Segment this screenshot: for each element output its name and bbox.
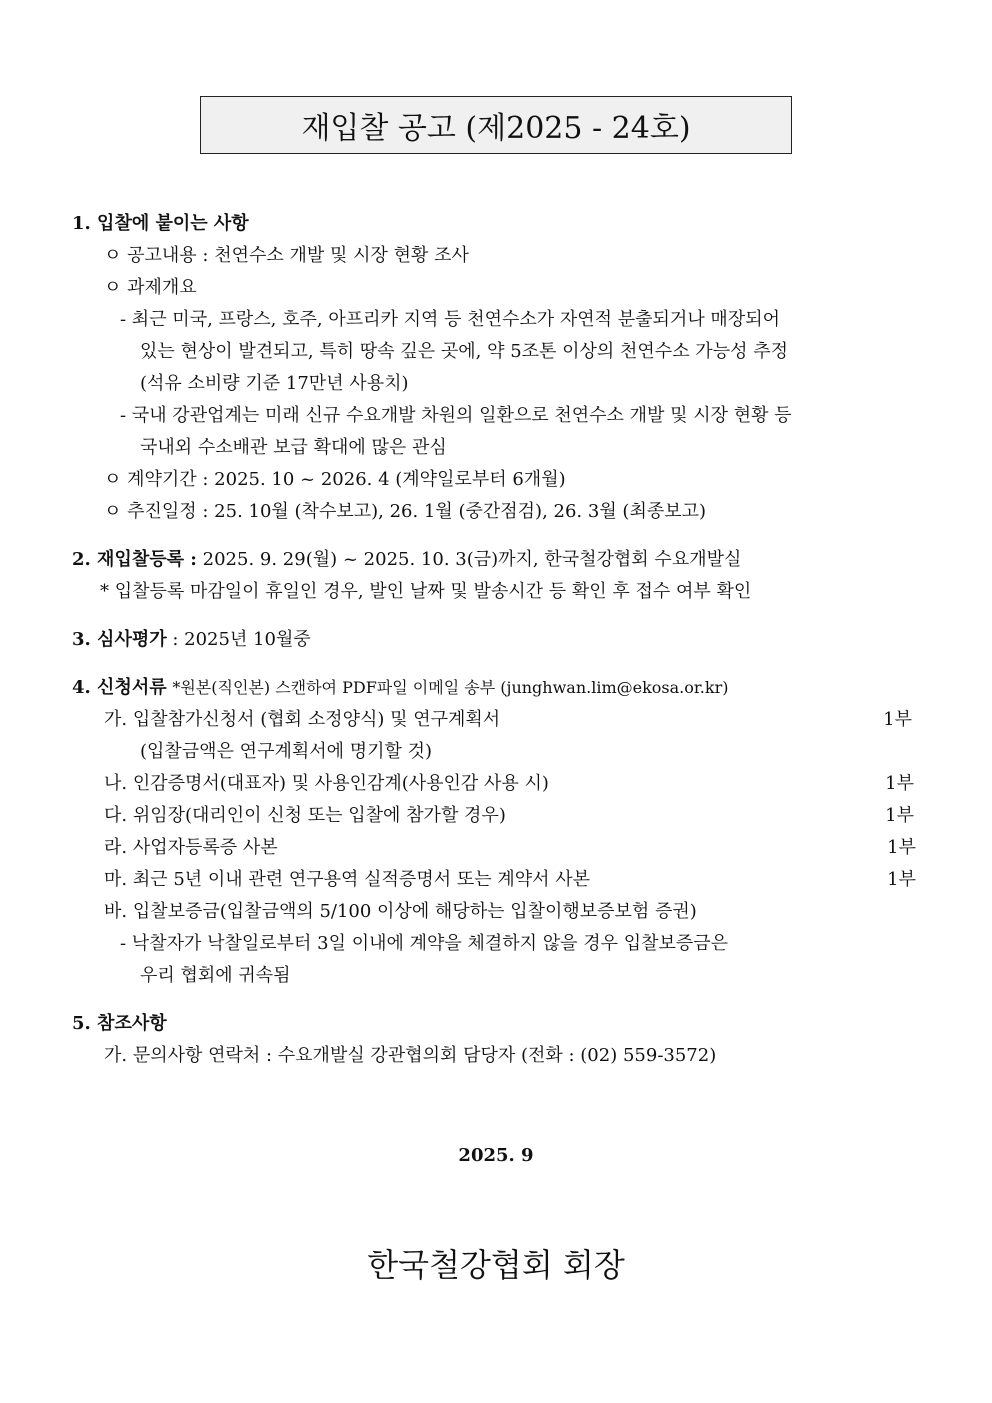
overview-line-1: - 최근 미국, 프랑스, 호주, 아프리카 지역 등 천연수소가 자연적 분출되거나 매장되어 [120,309,780,330]
doc-item-d: 라. 사업자등록증 사본 [104,837,278,858]
doc-item-e-qty: 1부 [887,869,916,890]
overview-line-3: (석유 소비량 기준 17만년 사용치) [140,373,409,394]
doc-item-d-qty: 1부 [887,837,916,858]
section-2 [72,549,741,571]
content-label-text: ㅇ 공고내용 : [104,245,209,266]
issuer-signature: 한국철강협회 회장 [367,1246,625,1284]
doc-item-b: 나. 인감증명서(대표자) 및 사용인감계(사용인감 사용 시) [104,773,549,794]
doc-item-f: 바. 입찰보증금(입찰금액의 5/100 이상에 해당하는 입찰이행보증보험 증권) [104,901,697,922]
notice-title: 재입찰 공고 (제2025 - 24호) [200,96,792,154]
schedule: ㅇ 추진일정 : 25. 10월 (착수보고), 26. 1월 (중간점검), 26. 3월 (최종보고) [104,501,707,522]
section-2-heading: 2. 재입찰등록 : [72,549,197,570]
deposit-line-2: 우리 협회에 귀속됨 [140,965,291,986]
contract-period: ㅇ 계약기간 : 2025. 10 ~ 2026. 4 (계약일로부터 6개월) [104,469,566,490]
section-4-heading: 4. 신청서류 [72,677,167,698]
doc-item-c-qty: 1부 [885,805,914,826]
content-label [104,245,469,267]
overview-line-2: 있는 현상이 발견되고, 특히 땅속 깊은 곳에, 약 5조톤 이상의 천연수소 가능성 추정 [140,341,788,362]
doc-item-a-qty: 1부 [883,709,912,730]
section-5-heading: 5. 참조사항 [72,1013,167,1034]
section-2-value: 2025. 9. 29(월) ~ 2025. 10. 3(금)까지, 한국철강협회 수요개발실 [202,549,742,570]
contact-info: 가. 문의사항 연락처 : 수요개발실 강관협의회 담당자 (전화 : (02) 559-3572) [104,1045,717,1066]
doc-item-e: 마. 최근 5년 이내 관련 연구용역 실적증명서 또는 계약서 사본 [104,869,590,890]
overview-line-5: 국내외 수소배관 보급 확대에 많은 관심 [140,437,447,458]
doc-item-b-qty: 1부 [885,773,914,794]
section-3 [72,629,311,651]
deposit-line-1: - 낙찰자가 낙찰일로부터 3일 이내에 계약을 체결하지 않을 경우 입찰보증금은 [120,933,729,954]
doc-item-a: 가. 입찰참가신청서 (협회 소정양식) 및 연구계획서 [104,709,501,730]
overview-line-4: - 국내 강관업계는 미래 신규 수요개발 차원의 일환으로 천연수소 개발 및 시장 현황 등 [120,405,792,426]
section-4-note: *원본(직인본) 스캔하여 PDF파일 이메일 송부 (junghwan.lim@ekosa.or.kr) [172,678,729,697]
section-3-value: : 2025년 10월중 [172,629,311,650]
doc-item-c: 다. 위임장(대리인이 신청 또는 입찰에 참가할 경우) [104,805,506,826]
section-4 [72,677,728,699]
section-1-heading: 1. 입찰에 붙이는 사항 [72,213,249,234]
section-3-heading: 3. 심사평가 [72,629,167,650]
doc-item-a-note: (입찰금액은 연구계획서에 명기할 것) [140,741,433,762]
section-2-note: * 입찰등록 마감일이 휴일인 경우, 발인 날짜 및 발송시간 등 확인 후 접수 여부 확인 [100,581,752,602]
overview-label: ㅇ 과제개요 [104,277,197,298]
notice-date: 2025. 9 [458,1145,534,1166]
content-value: 천연수소 개발 및 시장 현황 조사 [214,245,469,266]
